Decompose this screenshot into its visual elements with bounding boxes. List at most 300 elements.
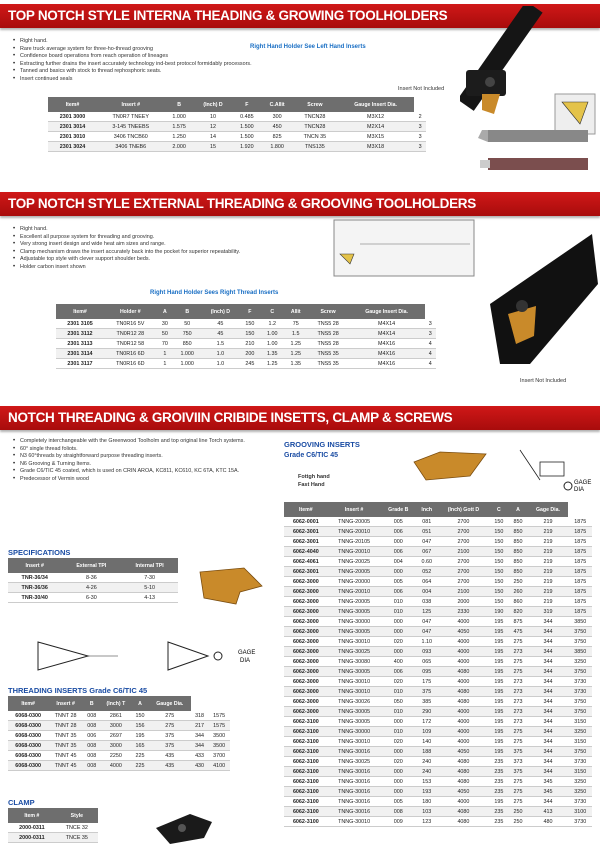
table-cell: TNNG-20025 xyxy=(328,557,381,567)
table-row xyxy=(284,727,592,737)
table-cell: 1.25 xyxy=(284,349,308,359)
table-cell: 006 xyxy=(381,667,416,677)
table-cell: 195 xyxy=(489,797,508,807)
table-cell: 000 xyxy=(381,717,416,727)
table-cell: TNR-36/34 xyxy=(8,573,61,583)
table-cell: 275 xyxy=(508,737,527,747)
table-cell: 3-145 TNEEBS xyxy=(97,122,165,132)
table-cell: 4080 xyxy=(437,697,489,707)
table-cell: 109 xyxy=(416,727,438,737)
table-cell: 195 xyxy=(489,617,508,627)
table-cell: 273 xyxy=(508,647,527,657)
table-cell: 195 xyxy=(489,657,508,667)
table-cell: TNNG-30005 xyxy=(328,717,381,727)
column-header: Item# xyxy=(56,304,104,319)
table-cell: TNNT 28 xyxy=(48,721,83,731)
table-cell: 2100 xyxy=(437,587,489,597)
table-cell: 008 xyxy=(83,711,101,721)
grooving-grade: Grade C6/TIC 45 xyxy=(284,452,339,459)
table-cell: 1.00 xyxy=(260,329,284,339)
table-cell: TNNG-30016 xyxy=(328,797,381,807)
table-cell: 4080 xyxy=(437,767,489,777)
column-header: Gauge Insert Dia. xyxy=(337,97,414,112)
table-cell: 430 xyxy=(191,761,209,771)
table-cell: 6062-3000 xyxy=(284,607,328,617)
table-cell: 219 xyxy=(527,547,568,557)
table-cell: 050 xyxy=(381,697,416,707)
table-cell: 275 xyxy=(508,797,527,807)
table-cell: 4000 xyxy=(437,647,489,657)
table-cell: 125 xyxy=(416,607,438,617)
table-cell: 4 xyxy=(425,339,436,349)
table-cell: M4X16 xyxy=(349,359,425,369)
table-cell: 195 xyxy=(489,637,508,647)
table-cell: 480 xyxy=(527,817,568,827)
bullet: • N3 60°threads by straightforward purpose threading inserts. xyxy=(20,453,290,461)
table-row xyxy=(284,697,592,707)
table-cell: 435 xyxy=(149,751,191,761)
table-cell: 6062-3000 xyxy=(284,637,328,647)
table-cell: TNS5 28 xyxy=(308,319,349,329)
table-cell: 6062-3100 xyxy=(284,737,328,747)
table-cell: 219 xyxy=(527,557,568,567)
table-row xyxy=(284,807,592,817)
table-cell: 000 xyxy=(381,617,416,627)
table-cell: 6062-3100 xyxy=(284,787,328,797)
table-cell: 6062-3100 xyxy=(284,817,328,827)
table-cell: TNS5 35 xyxy=(308,359,349,369)
table-cell: 175 xyxy=(416,677,438,687)
table-cell: 219 xyxy=(527,567,568,577)
table-cell: 1.250 xyxy=(165,132,194,142)
table-cell: 850 xyxy=(508,557,527,567)
table-cell: TNNT 35 xyxy=(48,731,83,741)
table-cell: 245 xyxy=(239,359,260,369)
table-cell: 7-30 xyxy=(121,573,178,583)
table-cell: 000 xyxy=(381,537,416,547)
table-cell: 047 xyxy=(416,627,438,637)
table-cell: 344 xyxy=(527,677,568,687)
table-cell: 3 xyxy=(425,319,436,329)
table-cell: 400 xyxy=(381,657,416,667)
table-cell: 6062-3000 xyxy=(284,617,328,627)
table-cell: 300 xyxy=(261,112,293,122)
table-cell: 010 xyxy=(381,707,416,717)
column-header: Inch xyxy=(416,502,438,517)
clamp-image xyxy=(150,808,220,848)
table-cell: 6068-0300 xyxy=(8,741,48,751)
external-holder-image xyxy=(330,214,600,384)
table-cell: TNNG-20010 xyxy=(328,587,381,597)
table-cell: 195 xyxy=(489,627,508,637)
table-cell: 4050 xyxy=(437,747,489,757)
column-header: Gauge Dia. xyxy=(149,696,191,711)
table-cell: 188 xyxy=(416,747,438,757)
table-cell: TNNG-20005 xyxy=(328,567,381,577)
table-cell: 010 xyxy=(381,727,416,737)
table-cell: TNCN28 xyxy=(293,122,337,132)
table-cell: 3730 xyxy=(568,817,592,827)
table-cell: 275 xyxy=(508,777,527,787)
table-cell: 004 xyxy=(416,587,438,597)
table-cell: 3 xyxy=(414,132,426,142)
grooving-inserts-title: GROOVING INSERTS xyxy=(284,440,360,449)
table-row xyxy=(284,777,592,787)
table-cell: 1 xyxy=(157,359,173,369)
table-row xyxy=(284,567,592,577)
clamp-table xyxy=(8,808,98,843)
table-cell: 219 xyxy=(527,587,568,597)
table-cell: 375 xyxy=(508,767,527,777)
table-row xyxy=(284,607,592,617)
table-cell: 150 xyxy=(489,517,508,527)
table-cell: 217 xyxy=(191,721,209,731)
clamp-title: CLAMP xyxy=(8,798,35,807)
table-cell: 250 xyxy=(508,807,527,817)
table-cell: 750 xyxy=(173,329,201,339)
table-cell: 3100 xyxy=(568,807,592,817)
table-cell: 4080 xyxy=(437,777,489,787)
table-cell: 020 xyxy=(381,677,416,687)
table-cell: 45 xyxy=(201,319,239,329)
table-cell: 2.000 xyxy=(165,142,194,152)
table-cell: 005 xyxy=(381,577,416,587)
table-cell: 2700 xyxy=(437,527,489,537)
table-cell: 3850 xyxy=(568,647,592,657)
table-cell: 3730 xyxy=(568,687,592,697)
table-cell: TNCN 35 xyxy=(293,132,337,142)
table-cell: 475 xyxy=(508,627,527,637)
table-cell: M3X18 xyxy=(337,142,414,152)
table-cell: 6068-0300 xyxy=(8,711,48,721)
column-header: B xyxy=(83,696,101,711)
bullet: • Right hand. xyxy=(20,38,320,46)
table-cell: 1.000 xyxy=(173,349,201,359)
column-header: External TPI xyxy=(61,558,121,573)
grooving-sub-2: Fast Hand xyxy=(298,482,325,488)
table-cell: TNNG-30016 xyxy=(328,807,381,817)
table-cell: 010 xyxy=(381,597,416,607)
table-cell: 2330 xyxy=(437,607,489,617)
table-cell: TNR-30/40 xyxy=(8,593,61,603)
table-cell: 219 xyxy=(527,517,568,527)
table-cell: 6062-3100 xyxy=(284,757,328,767)
table-cell: 6062-3100 xyxy=(284,747,328,757)
table-cell: TNCE 32 xyxy=(56,823,98,833)
table-cell: 0.60 xyxy=(416,557,438,567)
table-cell: 3150 xyxy=(568,767,592,777)
table-cell: TN0R7 TNEEY xyxy=(97,112,165,122)
table-row xyxy=(284,617,592,627)
table-cell: 1875 xyxy=(568,577,592,587)
table-cell: TNNG-30005 xyxy=(328,627,381,637)
table-cell: TN0R12 58 xyxy=(104,339,157,349)
table-cell: 344 xyxy=(527,797,568,807)
table-cell: 6062-3000 xyxy=(284,577,328,587)
table-cell: TNNT 28 xyxy=(48,711,83,721)
table-cell: 4000 xyxy=(437,707,489,717)
table-cell: 065 xyxy=(416,657,438,667)
table-row xyxy=(284,757,592,767)
table-row xyxy=(284,637,592,647)
table-cell: 010 xyxy=(381,607,416,617)
table-cell: 6062-3000 xyxy=(284,707,328,717)
table-cell: 6062-3000 xyxy=(284,657,328,667)
column-header: F xyxy=(239,304,260,319)
table-cell: 3250 xyxy=(568,787,592,797)
table-cell: 1.2 xyxy=(260,319,284,329)
specifications-title: SPECIFICATIONS xyxy=(8,548,71,557)
table-cell: 2301 3010 xyxy=(48,132,97,142)
table-cell: 150 xyxy=(239,319,260,329)
column-header: Insert # xyxy=(48,696,83,711)
table-cell: 6062-3000 xyxy=(284,587,328,597)
table-cell: TNNG-20005 xyxy=(328,597,381,607)
table-row xyxy=(284,737,592,747)
table-cell: 344 xyxy=(527,747,568,757)
table-cell: 004 xyxy=(381,557,416,567)
table-cell: 260 xyxy=(508,587,527,597)
table-cell: 1875 xyxy=(568,557,592,567)
table-cell: 345 xyxy=(527,787,568,797)
table-cell: 344 xyxy=(527,617,568,627)
table-row xyxy=(48,132,426,142)
table-cell: 195 xyxy=(131,731,149,741)
table-cell: 70 xyxy=(157,339,173,349)
table-cell: 190 xyxy=(489,607,508,617)
svg-text:GAGE: GAGE xyxy=(574,480,592,486)
table-cell: 6062-3100 xyxy=(284,727,328,737)
table-cell: 250 xyxy=(508,817,527,827)
table-cell: TNS5 28 xyxy=(308,329,349,339)
table-cell: 000 xyxy=(381,787,416,797)
table-row xyxy=(8,761,230,771)
table-cell: 6062-3100 xyxy=(284,797,328,807)
column-header: Holder # xyxy=(104,304,157,319)
table-cell: 6062-3000 xyxy=(284,597,328,607)
table-cell: 1.35 xyxy=(284,359,308,369)
table-cell: 240 xyxy=(416,757,438,767)
grooving-sub-1: Fottgh hand xyxy=(298,474,330,480)
table-cell: 150 xyxy=(489,547,508,557)
table-cell: 1.35 xyxy=(260,349,284,359)
table-row xyxy=(284,537,592,547)
table-cell: 210 xyxy=(239,339,260,349)
table-cell: 1875 xyxy=(568,587,592,597)
table-cell: 435 xyxy=(149,761,191,771)
table-cell: 275 xyxy=(508,657,527,667)
table-cell: 1.000 xyxy=(165,112,194,122)
svg-text:GAGE: GAGE xyxy=(238,650,256,656)
table-cell: 344 xyxy=(527,707,568,717)
table-cell: 4 xyxy=(425,359,436,369)
table-cell: 020 xyxy=(381,637,416,647)
table-cell: 150 xyxy=(489,577,508,587)
table-cell: 3500 xyxy=(208,741,230,751)
table-cell: TNCN28 xyxy=(293,112,337,122)
threading-inserts-table xyxy=(8,696,230,771)
table-cell: 2301 3117 xyxy=(56,359,104,369)
table-cell: 6062-4061 xyxy=(284,557,328,567)
table-cell: 344 xyxy=(527,647,568,657)
table-cell: 6062-3000 xyxy=(284,667,328,677)
table-cell: TNNG-30016 xyxy=(328,747,381,757)
table-row xyxy=(284,817,592,827)
table-row xyxy=(284,747,592,757)
table-cell: M4X16 xyxy=(349,349,425,359)
table-cell: 6062-3100 xyxy=(284,767,328,777)
section3-bullets xyxy=(8,438,290,484)
table-cell: 450 xyxy=(261,122,293,132)
table-cell: 000 xyxy=(381,747,416,757)
bullet: • Tanned and basics with stock to thread rephosphoric seats. xyxy=(20,68,320,76)
table-cell: 319 xyxy=(527,607,568,617)
table-cell: 1875 xyxy=(568,537,592,547)
table-cell: 3250 xyxy=(568,657,592,667)
table-row xyxy=(284,517,592,527)
column-header: Item# xyxy=(8,696,48,711)
table-row xyxy=(284,587,592,597)
table-cell: 235 xyxy=(489,817,508,827)
table-cell: 50 xyxy=(157,329,173,339)
table-cell: 219 xyxy=(527,537,568,547)
table-cell: 4080 xyxy=(437,757,489,767)
table-cell: 344 xyxy=(527,757,568,767)
table-cell: 433 xyxy=(191,751,209,761)
table-cell: 875 xyxy=(508,617,527,627)
table-cell: 6062-3100 xyxy=(284,807,328,817)
table-row xyxy=(284,717,592,727)
table-cell: 000 xyxy=(381,767,416,777)
table-cell: 850 xyxy=(508,537,527,547)
table-row xyxy=(8,823,98,833)
table-cell: 195 xyxy=(489,647,508,657)
table-cell: 067 xyxy=(416,547,438,557)
table-cell: 4000 xyxy=(437,637,489,647)
table-cell: 1875 xyxy=(568,597,592,607)
table-cell: 4080 xyxy=(437,807,489,817)
table-cell: TNNG-30000 xyxy=(328,727,381,737)
table-cell: 373 xyxy=(508,757,527,767)
table-row xyxy=(284,547,592,557)
table-row xyxy=(284,667,592,677)
column-header: A xyxy=(157,304,173,319)
bullet: • Insert continued seals xyxy=(20,76,320,84)
table-cell: 4100 xyxy=(208,761,230,771)
section1-subheading: Right Hand Holder See Left Hand Inserts xyxy=(250,44,366,50)
table-row xyxy=(8,593,178,603)
table-cell: TN0R12 28 xyxy=(104,329,157,339)
bullet: • N6 Grooving & Turning Items. xyxy=(20,461,290,469)
threading-inserts-title: THREADING INSERTS Grade C6/TIC 45 xyxy=(8,686,148,695)
table-cell: 860 xyxy=(508,597,527,607)
table-cell: 153 xyxy=(416,777,438,787)
table-cell: 1.25 xyxy=(284,339,308,349)
table-cell: 820 xyxy=(508,607,527,617)
column-header: Style xyxy=(56,808,98,823)
table-row xyxy=(284,647,592,657)
column-header: A xyxy=(508,502,527,517)
table-cell: 3000 xyxy=(101,741,132,751)
table-cell: 6062-4040 xyxy=(284,547,328,557)
table-cell: TNNG-30080 xyxy=(328,657,381,667)
table-cell: 1.25 xyxy=(260,359,284,369)
table-cell: 344 xyxy=(527,697,568,707)
table-cell: 6062-3001 xyxy=(284,537,328,547)
table-cell: 375 xyxy=(149,741,191,751)
table-cell: 195 xyxy=(489,677,508,687)
column-header: Grade B xyxy=(381,502,416,517)
table-cell: 6062-3000 xyxy=(284,647,328,657)
table-cell: 2861 xyxy=(101,711,132,721)
table-cell: 50 xyxy=(173,319,201,329)
table-cell: 4050 xyxy=(437,787,489,797)
table-cell: TNNT 45 xyxy=(48,751,83,761)
table-cell: 2700 xyxy=(437,557,489,567)
table-cell: 2301 3024 xyxy=(48,142,97,152)
table-cell: 8-36 xyxy=(61,573,121,583)
table-cell: 2700 xyxy=(437,577,489,587)
column-header: C xyxy=(489,502,508,517)
table-cell: 2301 3014 xyxy=(48,122,97,132)
table-cell: 4080 xyxy=(437,687,489,697)
table-cell: TNR-36/36 xyxy=(8,583,61,593)
column-header: Screw xyxy=(293,97,337,112)
table-cell: 3150 xyxy=(568,737,592,747)
column-header: B xyxy=(165,97,194,112)
table-cell: 45 xyxy=(201,329,239,339)
column-header: (Inch) Gott D xyxy=(437,502,489,517)
table-cell: 005 xyxy=(381,517,416,527)
table-cell: 30 xyxy=(157,319,173,329)
table-cell: 850 xyxy=(508,517,527,527)
bullet: • Clamp mechanism draws the insert accurately back into the pocket for superior repeatability. xyxy=(20,249,300,257)
table-cell: 6062-3100 xyxy=(284,777,328,787)
column-header: C xyxy=(260,304,284,319)
table-cell: 4000 xyxy=(101,761,132,771)
table-cell: 150 xyxy=(489,537,508,547)
table-cell: 3406 TNEB6 xyxy=(97,142,165,152)
table-cell: 4000 xyxy=(437,617,489,627)
table-cell: 195 xyxy=(489,747,508,757)
table-cell: 038 xyxy=(416,597,438,607)
table-cell: 375 xyxy=(416,687,438,697)
grooving-insert-image xyxy=(410,448,490,484)
table-cell: 6062-3000 xyxy=(284,687,328,697)
table-cell: 006 xyxy=(83,731,101,741)
table-cell: 195 xyxy=(489,727,508,737)
table-cell: 3250 xyxy=(568,777,592,787)
table-cell: 000 xyxy=(381,627,416,637)
table-cell: 273 xyxy=(508,697,527,707)
table-cell: 290 xyxy=(416,707,438,717)
table-row xyxy=(8,731,230,741)
table-cell: 005 xyxy=(381,797,416,807)
table-cell: 193 xyxy=(416,787,438,797)
table-cell: 200 xyxy=(239,349,260,359)
table-cell: 3750 xyxy=(568,747,592,757)
table-cell: 2301 3114 xyxy=(56,349,104,359)
table-cell: 235 xyxy=(489,787,508,797)
table-cell: 095 xyxy=(416,667,438,677)
table-cell: 006 xyxy=(381,587,416,597)
table-cell: 3750 xyxy=(568,697,592,707)
table-cell: 2697 xyxy=(101,731,132,741)
table-cell: 3750 xyxy=(568,667,592,677)
table-cell: 1875 xyxy=(568,547,592,557)
table-cell: 172 xyxy=(416,717,438,727)
table-cell: 385 xyxy=(416,697,438,707)
